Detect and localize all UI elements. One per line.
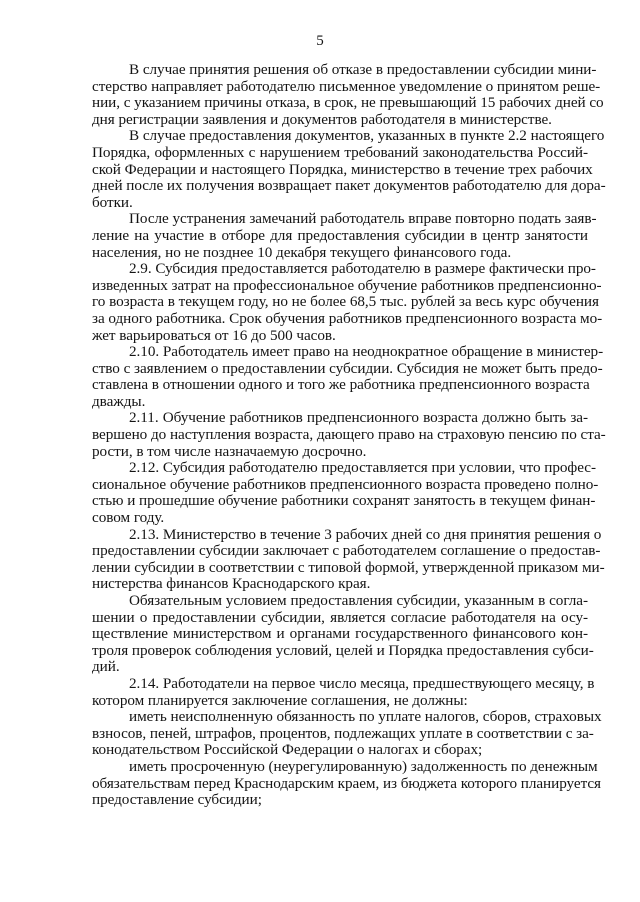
paragraph (92, 260, 603, 344)
paragraph-line: ставлена в отношении одного и того же работника предпенсионного возраста (92, 376, 590, 394)
paragraph (92, 343, 604, 410)
paragraph (92, 61, 604, 128)
paragraph-line: 2.12. Субсидия работодателю предоставляется при условии, что профес- (129, 459, 596, 477)
paragraph-line: предоставление субсидии; (92, 791, 262, 809)
paragraph-line: После устранения замечаний работодатель вправе повторно подать заяв- (129, 210, 597, 228)
paragraph-line: стью и прошедшие обучение работники сохранят занятость в текущем финан- (92, 492, 596, 510)
paragraph (92, 674, 595, 709)
paragraph-line: 2.9. Субсидия предоставляется работодателю в размере фактически про- (129, 260, 596, 278)
paragraph (92, 525, 605, 593)
paragraph-line: ление на участие в отборе для предоставления субсидии в центр занятости (92, 226, 588, 244)
paragraph-line: взносов, пеней, штрафов, процентов, подлежащих уплате в соответствии с за- (92, 724, 594, 742)
paragraph-line: нии, с указанием причины отказа, в срок, не превышающий 15 рабочих дней со (92, 94, 604, 112)
paragraph-line: жет варьироваться от 16 до 500 часов. (92, 326, 336, 344)
paragraph-line: В случае принятия решения об отказе в предоставлении субсидии мини- (129, 61, 597, 78)
paragraph-line: ской Федерации и настоящего Порядка, министерство в течение трех рабочих (92, 160, 593, 178)
paragraph-line: 2.10. Работодатель имеет право на неоднократное обращение в министер- (129, 343, 604, 361)
paragraph-line: шении о предоставлении субсидии, является согласие работодателя на осу- (92, 608, 588, 626)
paragraph-line: ботки. (92, 193, 133, 211)
paragraph-line: го возраста в текущем году, но не более 68,5 тыс. рублей за весь курс обучения (92, 293, 599, 311)
paragraph-line: нистерства финансов Краснодарского края. (92, 575, 371, 593)
paragraph-line: изведенных затрат на профессиональное обучение работников предпенсионно- (92, 276, 602, 294)
paragraph (92, 409, 606, 460)
paragraph-line: стерство направляет работодателю письменное уведомление о принятом реше- (92, 77, 601, 95)
paragraph (92, 757, 601, 809)
paragraph-line: дважды. (92, 392, 146, 410)
paragraph (92, 127, 606, 211)
paragraph-line: совом году. (92, 509, 165, 527)
paragraph-line: дня регистрации заявления и документов работодателя в министерстве. (92, 110, 552, 128)
paragraph-line: иметь неисполненную обязанность по уплате налогов, сборов, страховых (129, 708, 602, 726)
paragraph-line: 2.11. Обучение работников предпенсионного возраста должно быть за- (129, 409, 588, 427)
paragraph-line: В случае предоставления документов, указанных в пункте 2.2 настоящего (129, 127, 605, 145)
paragraph-line: дней после их получения возвращает пакет документов работодателю для дора- (92, 177, 606, 195)
paragraph-line: троля проверок соблюдения условий, целей и Порядка предоставления субси- (92, 641, 594, 659)
paragraph-line: Обязательным условием предоставления субсидии, указанным в согла- (129, 592, 588, 609)
paragraph-line: 2.14. Работодатели на первое число месяца, предшествующего месяцу, в (129, 674, 595, 692)
paragraph-line: сиональное обучение работников предпенсионного возраста проведено полно- (92, 475, 599, 493)
paragraph-line: лении субсидии в соответствии с типовой формой, утвержденной приказом ми- (92, 558, 605, 576)
paragraph-line: за одного работника. Срок обучения работников предпенсионного возраста мо- (92, 309, 603, 327)
paragraph-line: населения, но не позднее 10 декабря текущего финансового года. (92, 243, 512, 261)
paragraph-line: обязательствам перед Краснодарским краем, из бюджета которого планируется (92, 774, 601, 792)
paragraph-line: иметь просроченную (неурегулированную) задолженность по денежным (129, 757, 598, 775)
paragraph (92, 592, 594, 676)
paragraph-line: рости, в том числе назначаемую досрочно. (92, 442, 367, 460)
paragraph-line: ществление министерством и органами государственного финансового кон- (92, 625, 588, 643)
paragraph-line: Порядка, оформленных с нарушением требований законодательства Россий- (92, 143, 588, 161)
paragraph-line: вершено до наступления возраста, дающего право на страховую пенсию по ста- (92, 426, 606, 444)
paragraph-line: 2.13. Министерство в течение 3 рабочих дней со дня принятия решения о (129, 525, 602, 543)
paragraph-line: ство с заявлением о предоставлении субсидии. Субсидия не может быть предо- (92, 359, 603, 377)
paragraph-line: конодательством Российской Федерации о налогах и сборах; (92, 741, 483, 759)
paragraph (92, 210, 597, 261)
document-body (92, 61, 606, 809)
paragraph (92, 459, 599, 527)
paragraph-line: дий. (92, 658, 120, 676)
paragraph-line: котором планируется заключение соглашения, не должны: (92, 691, 468, 709)
paragraph (92, 708, 602, 759)
paragraph-line: предоставлении субсидии заключает с работодателем соглашение о предостав- (92, 542, 601, 560)
page-number: 5 (316, 33, 324, 49)
